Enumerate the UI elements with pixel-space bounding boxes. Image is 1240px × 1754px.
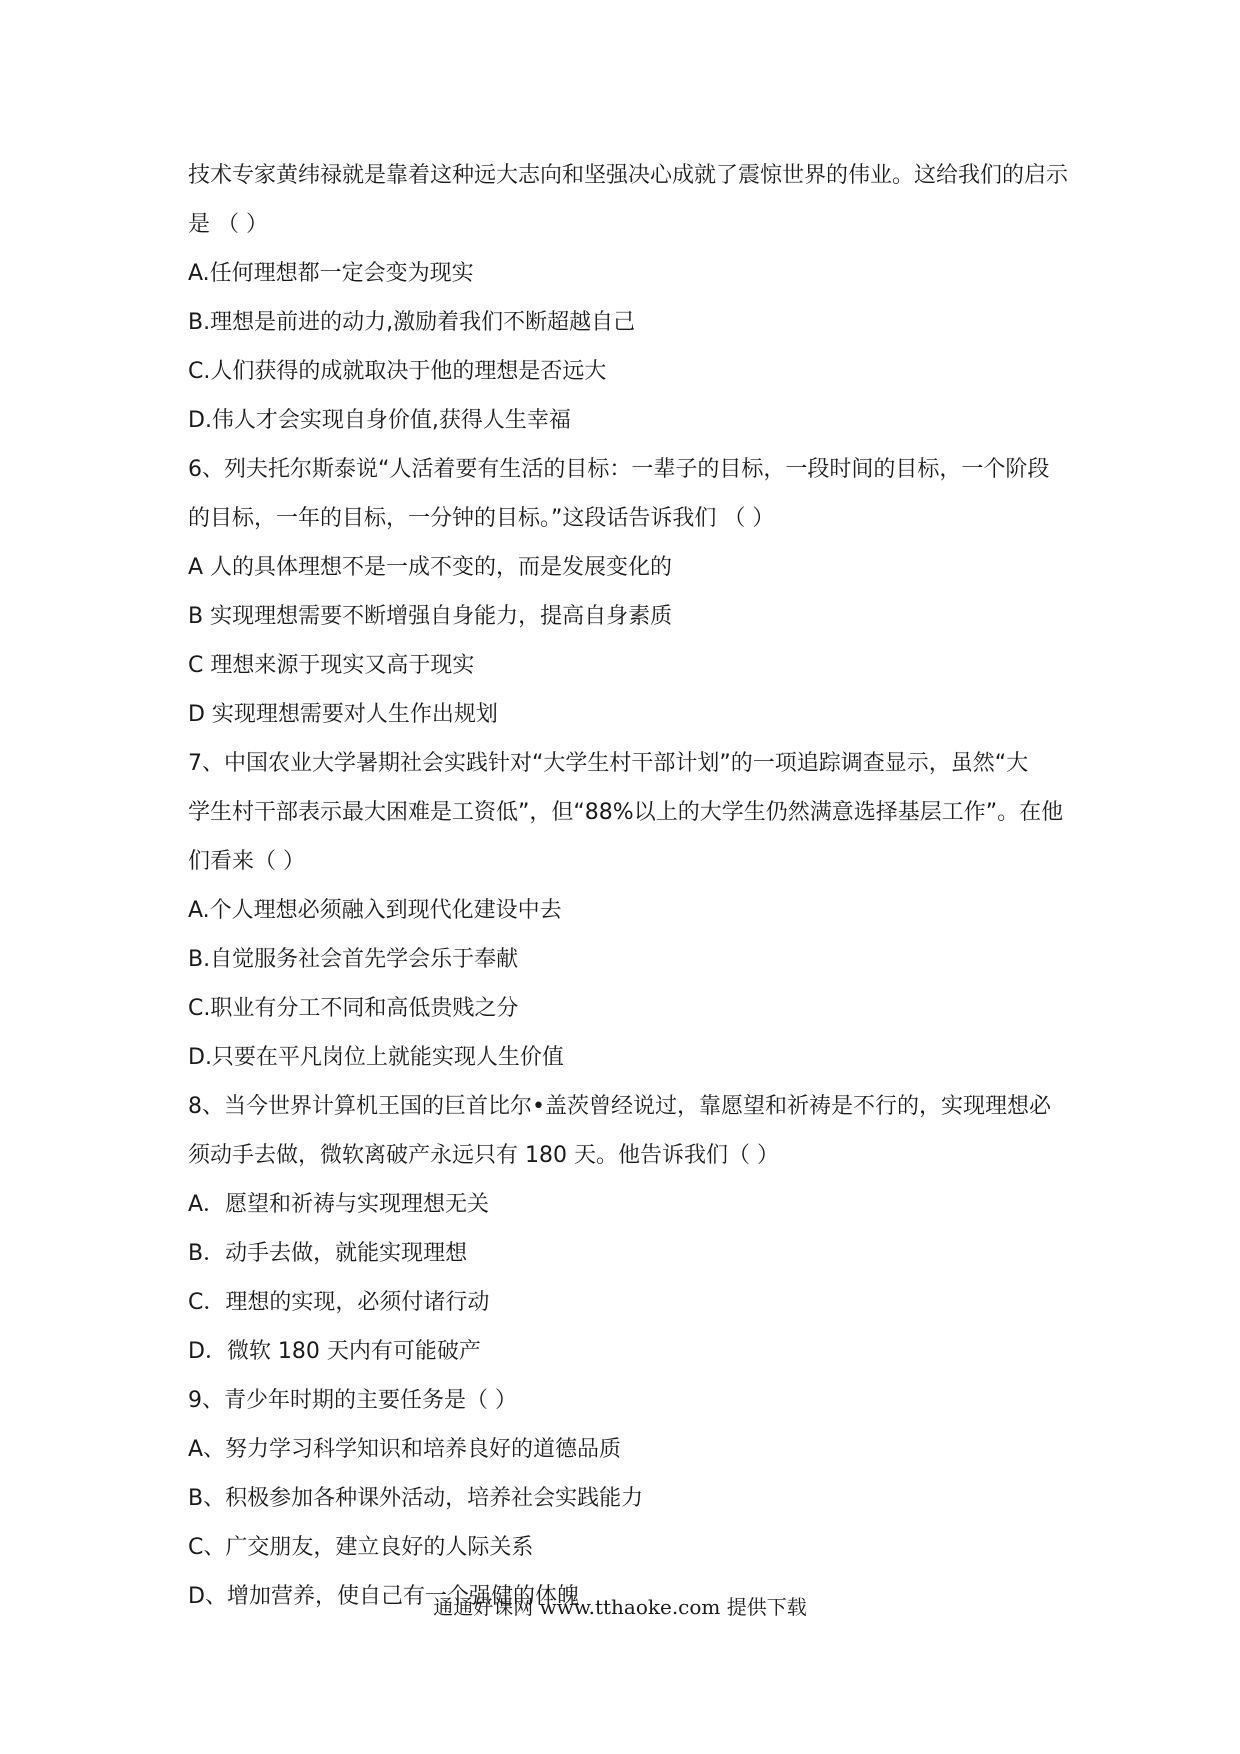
question-5-option-b: B.理想是前进的动力,激励着我们不断超越自己 (188, 310, 636, 335)
question-7-option-b: B.自觉服务社会首先学会乐于奉献 (188, 947, 519, 972)
question-5-option-c: C.人们获得的成就取决于他的理想是否远大 (188, 359, 607, 384)
question-6-stem-line-2: 的目标，一年的目标，一分钟的目标。”这段话告诉我们 （ ） (188, 506, 775, 531)
question-8-option-d: D．微软 180 天内有可能破产 (188, 1339, 481, 1364)
question-6-option-d: D 实现理想需要对人生作出规划 (188, 702, 498, 727)
question-5-stem-line-2: 是 （ ） (188, 212, 268, 237)
question-9-option-c: C、广交朋友，建立良好的人际关系 (188, 1535, 534, 1560)
question-9-stem: 9、青少年时期的主要任务是（ ） (188, 1388, 517, 1413)
question-9-option-d: D、增加营养，使自己有一个强健的体魄 (188, 1584, 579, 1609)
question-9-option-b: B、积极参加各种课外活动，培养社会实践能力 (188, 1486, 644, 1511)
question-9-option-a: A、努力学习科学知识和培养良好的道德品质 (188, 1437, 622, 1462)
question-8-option-a: A．愿望和祈祷与实现理想无关 (188, 1192, 490, 1217)
question-8-option-c: C．理想的实现，必须付诸行动 (188, 1290, 490, 1315)
question-7-option-c: C.职业有分工不同和高低贵贱之分 (188, 996, 519, 1021)
question-5-option-a: A.任何理想都一定会变为现实 (188, 261, 474, 286)
question-6-option-c: C 理想来源于现实又高于现实 (188, 653, 475, 678)
question-5-option-d: D.伟人才会实现自身价值,获得人生幸福 (188, 408, 571, 433)
question-8-option-b: B．动手去做，就能实现理想 (188, 1241, 468, 1266)
question-8-stem-line-2: 须动手去做，微软离破产永远只有 180 天。他告诉我们（ ） (188, 1143, 779, 1168)
question-6-stem-line-1: 6、列夫托尔斯泰说“人活着要有生活的目标：一辈子的目标，一段时间的目标，一个阶段 (188, 457, 1050, 482)
question-7-stem-line-1: 7、中国农业大学暑期社会实践针对“大学生村干部计划”的一项追踪调查显示，虽然“大 (188, 751, 1029, 776)
question-5-stem-line-1: 技术专家黄纬禄就是靠着这种远大志向和坚强决心成就了震惊世界的伟业。这给我们的启示 (188, 163, 1069, 188)
question-7-option-a: A.个人理想必须融入到现代化建设中去 (188, 898, 562, 923)
page-footer: 通通好课网 www.tthaoke.com 提供下载 (433, 1595, 807, 1619)
question-6-option-b: B 实现理想需要不断增强自身能力，提高自身素质 (188, 604, 673, 629)
question-6-option-a: A 人的具体理想不是一成不变的，而是发展变化的 (188, 555, 673, 580)
question-7-stem-line-2: 学生村干部表示最大困难是工资低”，但“88%以上的大学生仍然满意选择基层工作”。在他 (188, 800, 1064, 825)
question-7-stem-line-3: 们看来（ ） (188, 849, 305, 874)
question-7-option-d: D.只要在平凡岗位上就能实现人生价值 (188, 1045, 564, 1070)
question-8-stem-line-1: 8、当今世界计算机王国的巨首比尔•盖茨曾经说过，靠愿望和祈祷是不行的，实现理想必 (188, 1094, 1051, 1119)
document-body (188, 151, 1068, 1621)
